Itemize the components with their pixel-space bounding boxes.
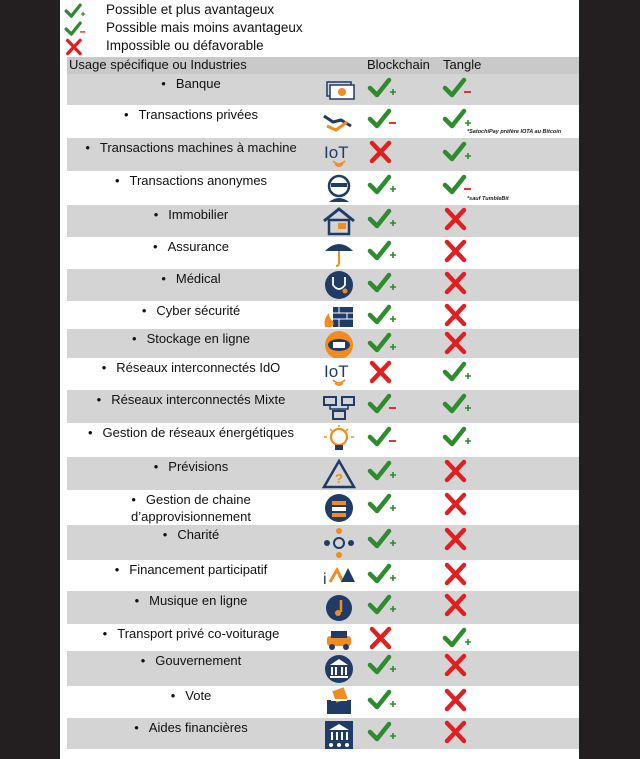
svg-text:IoT: IoT <box>324 142 349 162</box>
row-label: • Réseaux interconnectés Mixte <box>67 391 315 408</box>
row-label: • Réseaux interconnectés IdO <box>67 359 315 376</box>
row-label: • Vote <box>67 687 315 704</box>
cross-icon <box>442 593 472 617</box>
legend-item-minus <box>60 19 360 39</box>
check-plus-icon <box>442 392 472 416</box>
row-label: • Musique en ligne <box>67 592 315 609</box>
check-plus-icon <box>367 653 397 677</box>
legend-text: Possible mais moins avantageux <box>106 20 303 35</box>
row-label: • Transactions anonymes <box>67 172 315 189</box>
check-plus-icon <box>442 626 472 650</box>
cross-icon <box>442 688 472 712</box>
network-computers-icon <box>321 391 357 423</box>
table-row <box>67 390 579 423</box>
table-header <box>67 57 579 74</box>
ballot-box-icon <box>321 686 357 718</box>
table-row <box>67 358 579 390</box>
row-label: • Aides financières <box>67 719 315 736</box>
row-label: • Transport privé co-voiturage <box>67 625 315 642</box>
table-row <box>67 490 579 525</box>
handshake-icon <box>321 106 357 138</box>
check-plus-icon <box>367 303 397 327</box>
check-plus-icon <box>367 562 397 586</box>
row-label: • Prévisions <box>67 458 315 475</box>
table-row <box>67 269 579 301</box>
row-label: • Médical <box>67 270 315 287</box>
row-label: • Transactions privées <box>67 106 315 123</box>
legend-text: Impossible ou défavorable <box>106 38 264 53</box>
check-minus-icon <box>367 392 397 416</box>
cross-icon <box>442 492 472 516</box>
table-row <box>67 624 579 651</box>
check-plus-icon <box>442 140 472 164</box>
people-network-icon <box>321 527 357 559</box>
check-plus-icon <box>367 527 397 551</box>
table-row <box>67 329 579 358</box>
cross-icon <box>442 207 472 231</box>
table-row <box>67 138 579 171</box>
table-row <box>67 560 579 591</box>
svg-text:IoT: IoT <box>324 362 349 381</box>
row-note: *sauf TumbleBit <box>467 196 509 202</box>
lightbulb-icon <box>321 424 357 456</box>
crowdfunding-icon <box>321 560 357 592</box>
check-minus-icon <box>367 107 397 131</box>
cross-icon <box>367 626 397 650</box>
table-row <box>67 171 579 205</box>
check-plus-icon <box>367 331 397 355</box>
legend-item-cross <box>60 37 360 57</box>
masked-person-icon <box>321 172 357 204</box>
check-plus-icon <box>367 207 397 231</box>
table-row <box>67 237 579 269</box>
check-minus-icon <box>442 76 472 100</box>
cross-icon <box>367 360 397 384</box>
check-plus-icon <box>442 107 472 131</box>
svg-text:i: i <box>323 571 327 588</box>
table-row <box>67 457 579 490</box>
check-plus-icon <box>367 459 397 483</box>
table-row <box>67 591 579 624</box>
check-minus-icon <box>442 173 472 197</box>
row-label: • Gestion de réseaux énergétiques <box>67 424 315 441</box>
row-note: *SatochiPay préfère IOTA au Bitcoin <box>467 129 562 135</box>
cross-icon <box>442 562 472 586</box>
warning-triangle-icon <box>321 458 357 490</box>
legend-text: Possible et plus avantageux <box>106 2 275 17</box>
check-plus-icon <box>367 688 397 712</box>
row-label: • Immobilier <box>67 206 315 223</box>
header-blockchain: Blockchain <box>367 57 430 72</box>
check-minus-icon <box>64 19 86 39</box>
comparison-sheet <box>60 0 579 759</box>
government-building-icon <box>321 653 357 685</box>
check-plus-icon <box>367 271 397 295</box>
check-plus-icon <box>367 720 397 744</box>
cross-icon <box>442 271 472 295</box>
table-row <box>67 301 579 329</box>
table-row <box>67 718 579 749</box>
stethoscope-icon <box>321 269 357 301</box>
bank-grant-icon <box>321 718 357 750</box>
row-label: • Charité <box>67 526 315 543</box>
iot-icon <box>321 139 357 171</box>
check-plus-icon <box>442 360 472 384</box>
cross-icon <box>442 459 472 483</box>
iot-icon <box>321 358 357 390</box>
table-row <box>67 686 579 718</box>
table-row <box>67 651 579 686</box>
table-row <box>67 105 579 138</box>
row-label: • Assurance <box>67 238 315 255</box>
row-label: • Gestion de chaine d’approvisionnement <box>131 492 251 524</box>
row-label: • Cyber sécurité <box>67 302 315 319</box>
row-label: • Banque <box>67 75 315 92</box>
header-tangle: Tangle <box>443 57 482 72</box>
check-plus-icon <box>64 1 86 21</box>
table-row <box>67 205 579 237</box>
cross-icon <box>442 653 472 677</box>
cross-icon <box>64 37 86 57</box>
supply-chain-icon <box>321 492 357 524</box>
row-label: • Gouvernement <box>67 652 315 669</box>
cross-icon <box>442 239 472 263</box>
cross-icon <box>367 140 397 164</box>
header-usage: Usage spécifique ou Industries <box>69 57 247 72</box>
check-minus-icon <box>367 425 397 449</box>
cross-icon <box>442 720 472 744</box>
cross-icon <box>442 527 472 551</box>
row-label: • Stockage en ligne <box>67 330 315 347</box>
music-note-icon <box>321 592 357 624</box>
check-plus-icon <box>442 425 472 449</box>
svg-text:?: ? <box>335 470 343 486</box>
row-label: • Financement participatif <box>67 561 315 578</box>
table-row <box>67 423 579 457</box>
check-plus-icon <box>367 173 397 197</box>
cloud-storage-icon <box>321 329 357 361</box>
table-row <box>67 525 579 560</box>
check-plus-icon <box>367 593 397 617</box>
cross-icon <box>442 303 472 327</box>
umbrella-icon <box>321 237 357 269</box>
legend-item-plus <box>60 1 360 21</box>
check-plus-icon <box>367 76 397 100</box>
money-bills-icon <box>321 74 357 106</box>
house-icon <box>321 205 357 237</box>
check-plus-icon <box>367 239 397 263</box>
cross-icon <box>442 331 472 355</box>
row-label: • Transactions machines à machine <box>67 139 315 156</box>
check-plus-icon <box>367 492 397 516</box>
table-row <box>67 74 579 105</box>
